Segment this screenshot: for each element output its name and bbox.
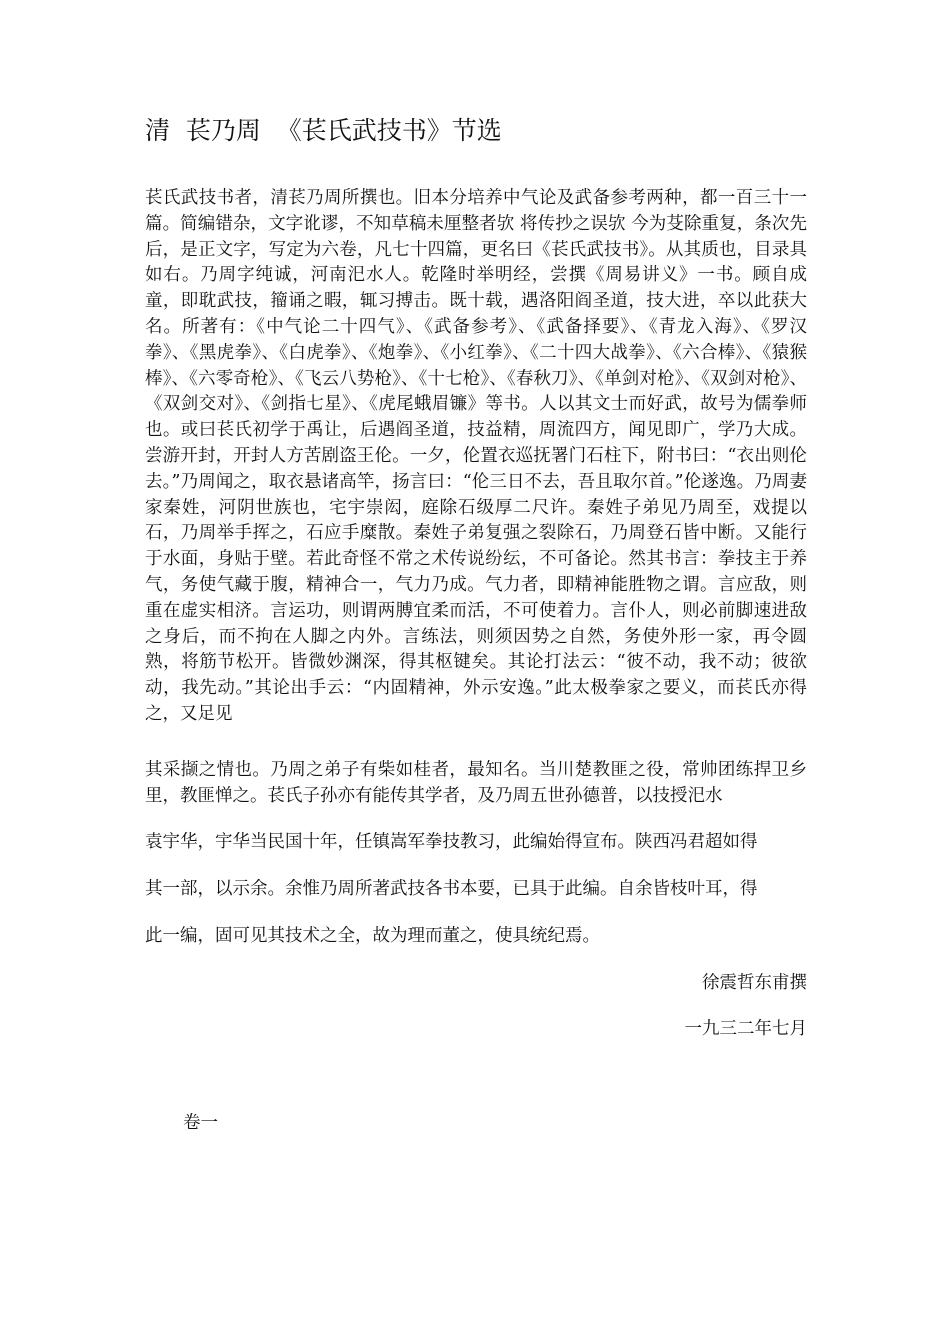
- volume-label: 卷一: [183, 1113, 218, 1133]
- document-title: 清 苌乃周 《苌氏武技书》节选: [145, 116, 502, 145]
- paragraph-main: 苌氏武技书者，清苌乃周所撰也。旧本分培养中气论及武备参考两种，都一百三十一篇。简编错杂，文字讹谬，不知草稿未厘整者欤 将传抄之误欤 今为芟除重复，条次先后，是正文字，写定为六卷，凡七十四篇，更名曰《苌氏武技书》。从其质也，目录具如右。乃周字纯诚，河南汜水人。乾隆时举明经，尝撰《周易讲义》一书。顾自成童，即耽武技，籀诵之暇，辄习搏击。既十载，遇洛阳阎圣道，技大进，卒以此获大名。所著有：《中气论二十四气》、《武备参考》、《武备择要》、《青龙入海》、《罗汉拳》、《黑虎拳》、《白虎拳》、《炮拳》、《小红拳》、《二十四大战拳》、《六合棒》、《猿猴棒》、《六零奇枪》、《飞云八势枪》、《十七枪》、《春秋刀》、《单剑对枪》、《双剑对枪》、《双剑交对》、《剑指七星》、《虎尾蛾眉镰》等书。人以其文士而好武，故号为儒拳师也。或曰苌氏初学于禹让，后遇阎圣道，技益精，周流四方，闻见即广，学乃大成。尝游开封，开封人方苦剧盗王伦。一夕，伦置衣巡抚署门石柱下，附书曰：“衣出则伦去。”乃周闻之，取衣悬诸高竿，扬言曰：“伦三日不去，吾且取尔首。”伦遂逸。乃周妻家秦姓，河阴世族也，宅宇崇闳，庭除石级厚二尺许。秦姓子弟见乃周至，戏提以石，乃周举手挥之，石应手糜散。秦姓子弟复强之裂除石，乃周登石皆中断。又能行于水面，身贴于壁。若此奇怪不常之术传说纷纭，不可备论。然其书言：拳技主于养气，务使气藏于腹，精神合一，气力乃成。气力者，即精神能胜物之谓。言应敌，则重在虚实相济。言运功，则谓两膊宜柔而活，不可使着力。言仆人，则必前脚速进敌之身后，而不拘在人脚之内外。言练法，则须因势之自然，务使外形一家，再令圆熟，将筋节松开。皆微妙渊深，得其枢键矣。其论打法云：“彼不动，我不动；彼欲动，我先动。”其论出手云：“内固精神，外示安逸。”此太极拳家之要义，而苌氏亦得之，又足见: [145, 188, 807, 724]
- signature-date: 一九三二年七月: [684, 1019, 807, 1039]
- signature-author: 徐震哲东甫撰: [702, 973, 807, 993]
- paragraph-line: 此一编，固可见其技术之全，故为理而董之，使具统纪焉。: [145, 926, 600, 946]
- paragraph-line: 其一部，以示余。余惟乃周所著武技各书本要，已具于此编。自余皆枝叶耳，得: [145, 879, 758, 899]
- paragraph-continuation: 其采撷之情也。乃周之弟子有柴如桂者，最知名。当川楚教匪之役，常帅团练捍卫乡里，教匪惮之。苌氏子孙亦有能传其学者，及乃周五世孙德普，以技授汜水: [145, 760, 807, 806]
- paragraph-line: 袁宇华，宇华当民国十年，任镇嵩军拳技教习，此编始得宣布。陕西冯君超如得: [145, 832, 758, 852]
